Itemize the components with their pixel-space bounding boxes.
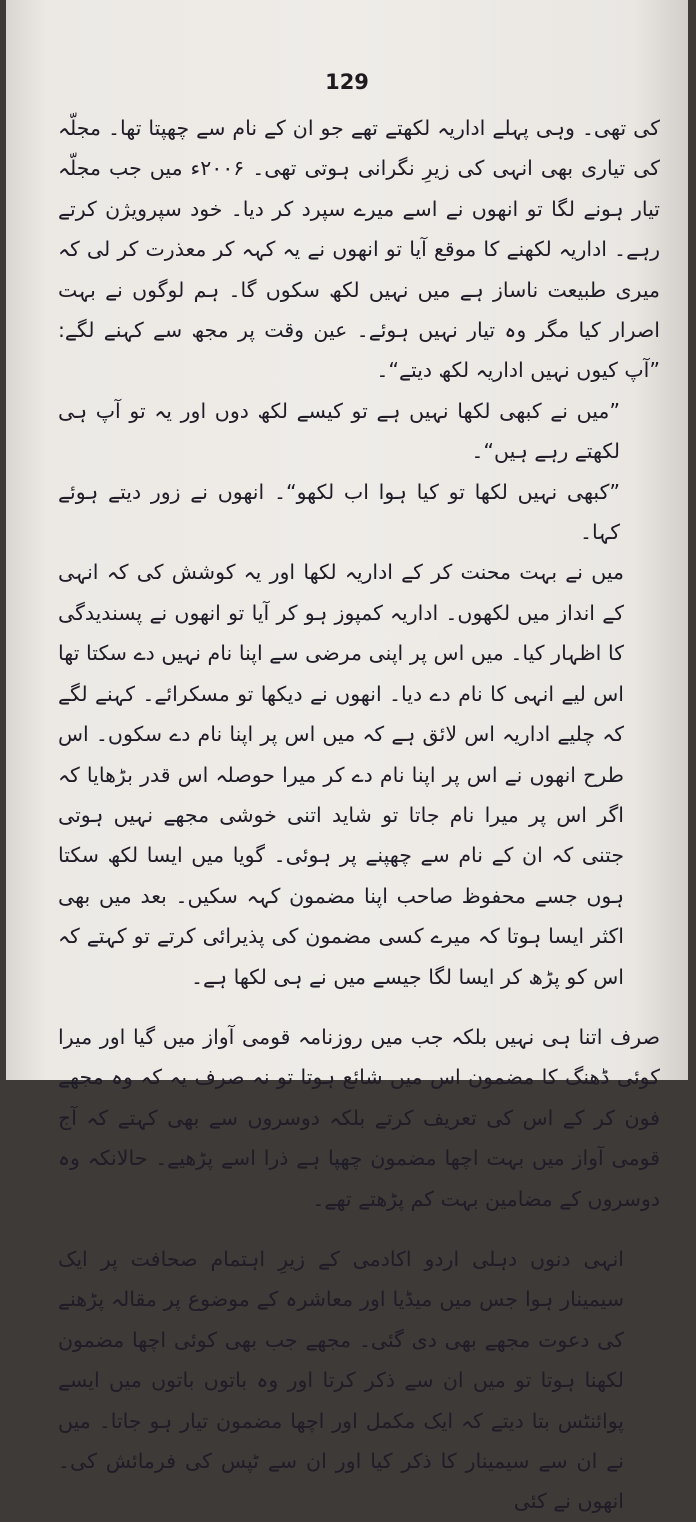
paragraph: کی تھی۔ وہی پہلے اداریہ لکھتے تھے جو ان کے نام سے چھپتا تھا۔ مجلّہ کی تیاری بھی انہی کی زیرِ نگرانی ہوتی تھی۔ ۲۰۰۶ء میں جب مجلّہ تیار ہونے لگا تو انھوں نے اسے میرے سپرد کر دیا۔ خود سپرویژن کرتے رہے۔ اداریہ لکھنے کا موقع آیا تو انھوں نے یہ کہہ کر معذرت کر لی کہ میری طبیعت ناساز ہے میں نہیں لکھ سکوں گا۔ ہم لوگوں نے بہت اصرار کیا مگر وہ تیار نہیں ہوئے۔ عین وقت پر مجھ سے کہنے لگے: ”آپ کیوں نہیں اداریہ لکھ دیتے“۔	[58, 116, 660, 383]
paragraph: میں نے بہت محنت کر کے اداریہ لکھا اور یہ کوشش کی کہ انہی کے انداز میں لکھوں۔ اداریہ کمپوز ہو کر آیا تو انھوں نے پسندیدگی کا اظہار کیا۔ میں اس پر اپنی مرضی سے اپنا نام نہیں دے سکتا تھا اس لیے انہی کا نام دے دیا۔ انھوں نے دیکھا تو مسکرائے۔ کہنے لگے کہ چلیے اداریہ اس لائق ہے کہ میں اس پر اپنا نام دے سکوں۔ اس طرح انھوں نے اس پر اپنا نام دے کر میرا حوصلہ اس قدر بڑھایا کہ اگر اس پر میرا نام جاتا تو شاید اتنی خوشی مجھے نہیں ہوتی جتنی کہ ان کے نام سے چھپنے پر ہوئی۔ گویا میں ایسا لکھ سکتا ہوں جسے محفوظ صاحب اپنا مضمون کہہ سکیں۔ بعد میں بھی اکثر ایسا ہوتا کہ میرے کسی مضمون کی پذیرائی کرتے تو کہتے کہ اس کو پڑھ کر ایسا لگا جیسے میں نے ہی لکھا ہے۔	[58, 560, 624, 989]
paragraph: صرف اتنا ہی نہیں بلکہ جب میں روزنامہ قومی آواز میں گیا اور میرا کوئی ڈھنگ کا مضمون اس میں شائع ہوتا تو نہ صرف یہ کہ وہ مجھے فون کر کے اس کی تعریف کرتے بلکہ دوسروں سے بھی کہتے کہ آج قومی آواز میں بہت اچھا مضمون چھپا ہے ذرا اسے پڑھیے۔ حالانکہ وہ دوسروں کے مضامین بہت کم پڑھتے تھے۔	[58, 1024, 660, 1211]
quote-paragraph: ”کبھی نہیں لکھا تو کیا ہوا اب لکھو“۔ انھوں نے زور دیتے ہوئے کہا۔	[58, 479, 620, 545]
page-number: 129	[325, 70, 369, 94]
page-body	[58, 108, 660, 1522]
quote-paragraph: ”میں نے کبھی لکھا نہیں ہے تو کیسے لکھ دوں اور یہ تو آپ ہی لکھتے رہے ہیں“۔	[58, 398, 620, 464]
book-page	[6, 0, 688, 1514]
paragraph: انہی دنوں دہلی اردو اکادمی کے زیرِ اہتمام صحافت پر ایک سیمینار ہوا جس میں میڈیا اور معاشرہ کے موضوع پر مقالہ پڑھنے کی دعوت مجھے بھی دی گئی۔ مجھے جب بھی کوئی اچھا مضمون لکھنا ہوتا تو میں ان سے ذکر کرتا اور وہ باتوں باتوں میں ایسے پوائنٹس بتا دیتے کہ ایک مکمل اور اچھا مضمون تیار ہو جاتا۔ میں نے ان سے سیمینار کا ذکر کیا اور ان سے ٹپس کی فرمائش کی۔ انھوں نے کئی	[58, 1246, 624, 1514]
